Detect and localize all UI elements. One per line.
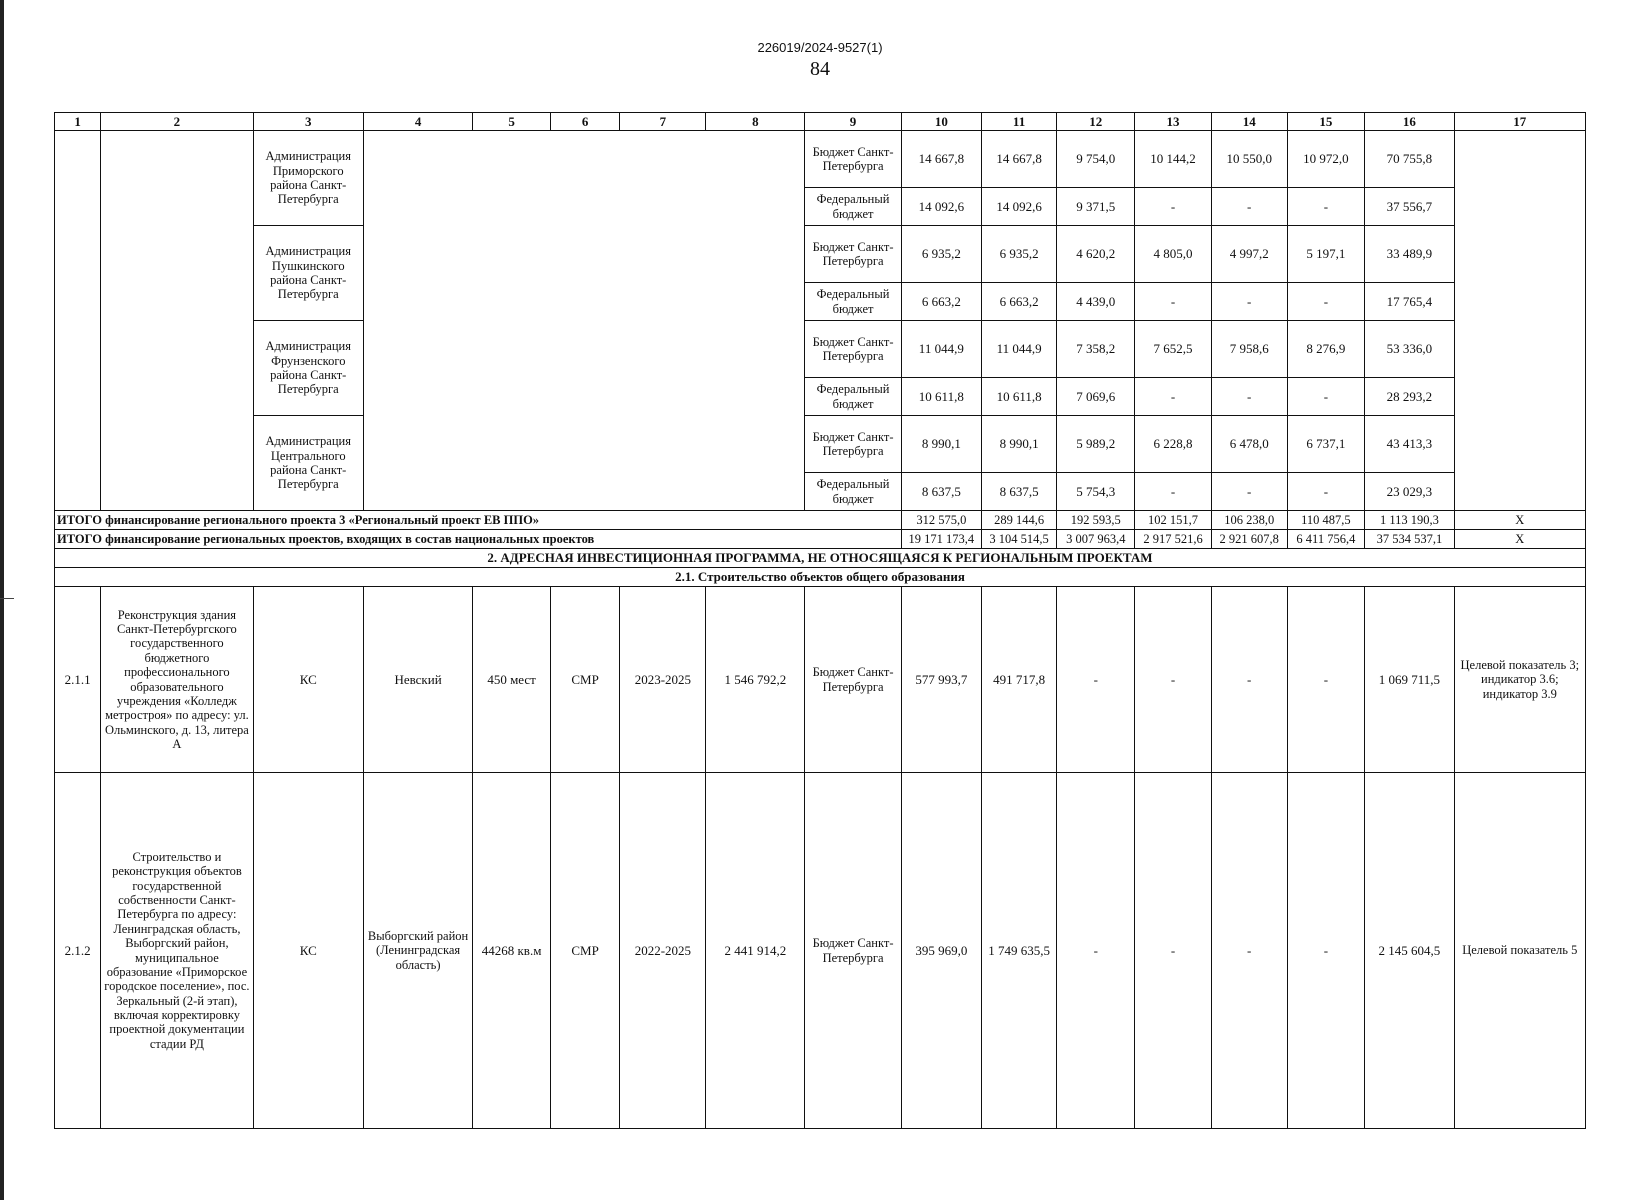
funding-source: Бюджет Санкт-Петербурга <box>805 226 902 283</box>
value-cell: 5 989,2 <box>1057 416 1135 473</box>
total-value: Х <box>1454 511 1585 530</box>
value-cell: 1 749 635,5 <box>981 773 1057 1129</box>
value-cell: 33 489,9 <box>1365 226 1454 283</box>
scan-left-edge <box>0 0 4 1200</box>
value-cell: - <box>1287 773 1365 1129</box>
value-cell: - <box>1135 283 1212 321</box>
value-cell: 10 611,8 <box>901 378 981 416</box>
total-value: 19 171 173,4 <box>901 530 981 549</box>
empty-cell <box>55 131 101 511</box>
object-cost: 1 546 792,2 <box>706 587 805 773</box>
object-number: 2.1.2 <box>55 773 101 1129</box>
district-name: Администрация Центрального района Санкт-Петербурга <box>253 416 363 511</box>
empty-cell <box>101 131 253 511</box>
value-cell: 17 765,4 <box>1365 283 1454 321</box>
scan-margin-mark <box>0 598 14 599</box>
col-header: 16 <box>1365 113 1454 131</box>
funding-source: Бюджет Санкт-Петербурга <box>805 773 902 1129</box>
value-cell: 11 044,9 <box>901 321 981 378</box>
value-cell: - <box>1057 587 1135 773</box>
value-cell: 9 754,0 <box>1057 131 1135 188</box>
value-cell: - <box>1211 283 1287 321</box>
total-value: 2 921 607,8 <box>1211 530 1287 549</box>
object-work-type: СМР <box>550 773 619 1129</box>
object-capacity: 44268 кв.м <box>473 773 551 1129</box>
table-row <box>55 416 1586 473</box>
col-header: 12 <box>1057 113 1135 131</box>
value-cell: - <box>1211 188 1287 226</box>
total-value: 192 593,5 <box>1057 511 1135 530</box>
object-name: Строительство и реконструкция объектов государственной собственности Санкт-Петербурга по адресу: Ленинградская область, Выборгский район, муниципальное образование «Приморское городское поселение», пос. Зеркальный (2-й этап), включая корректировку проектной документации стадии РД <box>101 773 253 1129</box>
value-cell: 7 958,6 <box>1211 321 1287 378</box>
value-cell: - <box>1211 473 1287 511</box>
funding-source: Федеральный бюджет <box>805 473 902 511</box>
column-number-row <box>55 113 1586 131</box>
object-type: КС <box>253 773 363 1129</box>
total-label: ИТОГО финансирование региональных проектов, входящих в состав национальных проектов <box>55 530 902 549</box>
value-cell: 6 935,2 <box>981 226 1057 283</box>
value-cell: - <box>1287 587 1365 773</box>
target-indicator: Целевой показатель 5 <box>1454 773 1585 1129</box>
total-value: 110 487,5 <box>1287 511 1365 530</box>
value-cell: 9 371,5 <box>1057 188 1135 226</box>
value-cell: 37 556,7 <box>1365 188 1454 226</box>
value-cell: 70 755,8 <box>1365 131 1454 188</box>
value-cell: 8 637,5 <box>981 473 1057 511</box>
object-number: 2.1.1 <box>55 587 101 773</box>
subsection-title: 2.1. Строительство объектов общего образования <box>55 568 1586 587</box>
col-header: 13 <box>1135 113 1212 131</box>
value-cell: 577 993,7 <box>901 587 981 773</box>
value-cell: 5 754,3 <box>1057 473 1135 511</box>
object-cost: 2 441 914,2 <box>706 773 805 1129</box>
funding-source: Бюджет Санкт-Петербурга <box>805 131 902 188</box>
col-header: 10 <box>901 113 981 131</box>
total-row <box>55 511 1586 530</box>
subsection-row <box>55 568 1586 587</box>
col-header: 3 <box>253 113 363 131</box>
value-cell: 2 145 604,5 <box>1365 773 1454 1129</box>
value-cell: 8 276,9 <box>1287 321 1365 378</box>
value-cell: - <box>1287 188 1365 226</box>
value-cell: 43 413,3 <box>1365 416 1454 473</box>
total-label: ИТОГО финансирование регионального проекта 3 «Региональный проект ЕВ ППО» <box>55 511 902 530</box>
object-capacity: 450 мест <box>473 587 551 773</box>
page-number: 84 <box>810 58 830 80</box>
object-district: Выборгский район (Ленинградская область) <box>363 773 472 1129</box>
col-header: 5 <box>473 113 551 131</box>
total-value: 106 238,0 <box>1211 511 1287 530</box>
total-value: 1 113 190,3 <box>1365 511 1454 530</box>
value-cell: 7 069,6 <box>1057 378 1135 416</box>
value-cell: 10 550,0 <box>1211 131 1287 188</box>
col-header: 6 <box>550 113 619 131</box>
funding-source: Бюджет Санкт-Петербурга <box>805 321 902 378</box>
value-cell: 10 611,8 <box>981 378 1057 416</box>
value-cell: - <box>1287 473 1365 511</box>
value-cell: 8 990,1 <box>981 416 1057 473</box>
col-header: 8 <box>706 113 805 131</box>
value-cell: 1 069 711,5 <box>1365 587 1454 773</box>
value-cell: 4 439,0 <box>1057 283 1135 321</box>
section-row <box>55 549 1586 568</box>
value-cell: 8 637,5 <box>901 473 981 511</box>
section-title: 2. АДРЕСНАЯ ИНВЕСТИЦИОННАЯ ПРОГРАММА, НЕ ОТНОСЯЩАЯСЯ К РЕГИОНАЛЬНЫМ ПРОЕКТАМ <box>55 549 1586 568</box>
value-cell: - <box>1135 188 1212 226</box>
total-value: 3 104 514,5 <box>981 530 1057 549</box>
value-cell: - <box>1211 378 1287 416</box>
col-header: 1 <box>55 113 101 131</box>
col-header: 15 <box>1287 113 1365 131</box>
col-header: 17 <box>1454 113 1585 131</box>
value-cell: 395 969,0 <box>901 773 981 1129</box>
value-cell: 28 293,2 <box>1365 378 1454 416</box>
value-cell: 4 805,0 <box>1135 226 1212 283</box>
object-work-type: СМР <box>550 587 619 773</box>
col-header: 9 <box>805 113 902 131</box>
budget-table <box>54 112 1586 1129</box>
col-header: 2 <box>101 113 253 131</box>
funding-source: Бюджет Санкт-Петербурга <box>805 416 902 473</box>
object-period: 2023-2025 <box>620 587 706 773</box>
col-header: 14 <box>1211 113 1287 131</box>
value-cell: 7 358,2 <box>1057 321 1135 378</box>
value-cell: - <box>1135 378 1212 416</box>
value-cell: 6 935,2 <box>901 226 981 283</box>
total-value: 3 007 963,4 <box>1057 530 1135 549</box>
funding-source: Федеральный бюджет <box>805 188 902 226</box>
value-cell: - <box>1211 587 1287 773</box>
value-cell: 7 652,5 <box>1135 321 1212 378</box>
total-value: Х <box>1454 530 1585 549</box>
total-value: 102 151,7 <box>1135 511 1212 530</box>
value-cell: 4 997,2 <box>1211 226 1287 283</box>
col-header: 11 <box>981 113 1057 131</box>
total-value: 312 575,0 <box>901 511 981 530</box>
total-row <box>55 530 1586 549</box>
col-header: 4 <box>363 113 472 131</box>
value-cell: 14 667,8 <box>901 131 981 188</box>
value-cell: 11 044,9 <box>981 321 1057 378</box>
value-cell: - <box>1057 773 1135 1129</box>
value-cell: 10 972,0 <box>1287 131 1365 188</box>
object-type: КС <box>253 587 363 773</box>
total-value: 6 411 756,4 <box>1287 530 1365 549</box>
object-period: 2022-2025 <box>620 773 706 1129</box>
value-cell: 6 663,2 <box>981 283 1057 321</box>
value-cell: 6 663,2 <box>901 283 981 321</box>
table-row <box>55 226 1586 283</box>
value-cell: 10 144,2 <box>1135 131 1212 188</box>
value-cell: 4 620,2 <box>1057 226 1135 283</box>
value-cell: 14 092,6 <box>981 188 1057 226</box>
value-cell: 491 717,8 <box>981 587 1057 773</box>
total-value: 289 144,6 <box>981 511 1057 530</box>
object-name: Реконструкция здания Санкт-Петербургского государственного бюджетного профессионального образовательного учреждения «Колледж метростроя» по адресу: ул. Ольминского, д. 13, литера А <box>101 587 253 773</box>
empty-cell <box>363 131 804 511</box>
total-value: 2 917 521,6 <box>1135 530 1212 549</box>
value-cell: - <box>1135 587 1212 773</box>
empty-cell <box>1454 131 1585 511</box>
funding-source: Федеральный бюджет <box>805 283 902 321</box>
value-cell: 14 092,6 <box>901 188 981 226</box>
value-cell: - <box>1287 283 1365 321</box>
district-name: Администрация Приморского района Санкт-Петербурга <box>253 131 363 226</box>
table-row <box>55 321 1586 378</box>
value-cell: 53 336,0 <box>1365 321 1454 378</box>
value-cell: - <box>1135 473 1212 511</box>
target-indicator: Целевой показатель 3; индикатор 3.6; индикатор 3.9 <box>1454 587 1585 773</box>
document-id: 226019/2024-9527(1) <box>757 40 883 55</box>
value-cell: 23 029,3 <box>1365 473 1454 511</box>
object-district: Невский <box>363 587 472 773</box>
budget-table-container <box>54 112 1586 1129</box>
value-cell: 14 667,8 <box>981 131 1057 188</box>
district-name: Администрация Пушкинского района Санкт-Петербурга <box>253 226 363 321</box>
table-row <box>55 131 1586 188</box>
value-cell: 5 197,1 <box>1287 226 1365 283</box>
value-cell: 8 990,1 <box>901 416 981 473</box>
value-cell: 6 228,8 <box>1135 416 1212 473</box>
value-cell: - <box>1135 773 1212 1129</box>
value-cell: 6 737,1 <box>1287 416 1365 473</box>
funding-source: Федеральный бюджет <box>805 378 902 416</box>
funding-source: Бюджет Санкт-Петербурга <box>805 587 902 773</box>
total-value: 37 534 537,1 <box>1365 530 1454 549</box>
district-name: Администрация Фрунзенского района Санкт-Петербурга <box>253 321 363 416</box>
col-header: 7 <box>620 113 706 131</box>
table-row <box>55 773 1586 1129</box>
table-row <box>55 587 1586 773</box>
value-cell: 6 478,0 <box>1211 416 1287 473</box>
value-cell: - <box>1287 378 1365 416</box>
value-cell: - <box>1211 773 1287 1129</box>
